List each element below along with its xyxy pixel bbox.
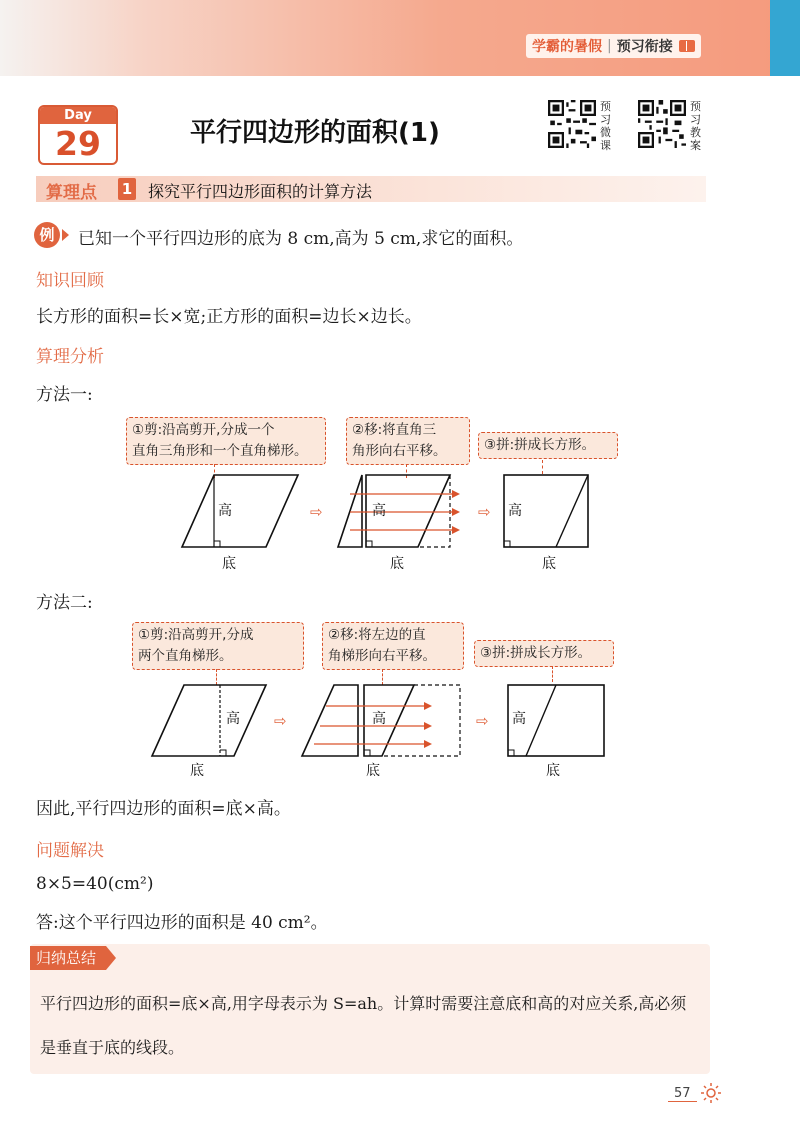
header-side-strip — [770, 0, 800, 76]
flow-arrow-icon: ⇨ — [274, 712, 287, 730]
knowledge-review-heading: 知识回顾 — [36, 271, 104, 291]
method1-step1-line1: ①剪:沿高剪开,分成一个 — [132, 422, 275, 438]
analysis-conclusion: 因此,平行四边形的面积=底×高。 — [36, 799, 291, 819]
method1-parallelogram — [180, 472, 302, 552]
method1-height-label-2: 高 — [372, 503, 386, 519]
summary-text: 平行四边形的面积=底×高,用字母表示为 S=ah。计算时需要注意底和高的对应关系,高必须是垂直于底的线段。 — [40, 994, 687, 1057]
method1-label: 方法一: — [36, 385, 93, 405]
callout-connector — [552, 666, 554, 682]
qr-label: 预习微课 — [600, 100, 611, 152]
method2-base-label-2: 底 — [366, 763, 380, 779]
analysis-heading: 算理分析 — [36, 347, 104, 367]
section-number: 1 — [118, 178, 136, 200]
day-badge — [38, 105, 118, 165]
method1-step1-callout — [126, 417, 326, 465]
day-number: 29 — [55, 124, 101, 163]
method1-height-label-3: 高 — [508, 503, 522, 519]
method2-step1-callout — [132, 622, 304, 670]
page-number: 57 — [668, 1086, 697, 1102]
flow-arrow-icon: ⇨ — [478, 503, 491, 521]
method2-step3-line1: ③拼:拼成长方形。 — [480, 645, 592, 661]
knowledge-review-text: 长方形的面积=长×宽;正方形的面积=边长×边长。 — [36, 307, 422, 327]
qr-block-2[interactable] — [638, 100, 702, 152]
method2-height-label: 高 — [226, 711, 240, 727]
header-separator: | — [607, 38, 612, 54]
qr-code-icon[interactable] — [548, 100, 596, 148]
qr-block-1[interactable] — [548, 100, 612, 152]
sun-icon — [700, 1082, 722, 1104]
method2-step2-line2: 角梯形向右平移。 — [328, 648, 436, 664]
solution-heading: 问题解决 — [36, 841, 104, 861]
method2-base-label: 底 — [190, 763, 204, 779]
method2-label: 方法二: — [36, 593, 93, 613]
solution-answer: 答:这个平行四边形的面积是 40 cm²。 — [36, 913, 328, 933]
method1-base-label-3: 底 — [542, 556, 556, 572]
method1-step3-line1: ③拼:拼成长方形。 — [484, 437, 596, 453]
day-label: Day — [40, 107, 116, 124]
qr-code-icon[interactable] — [638, 100, 686, 148]
header-tag — [526, 34, 701, 58]
example-badge: 例 — [34, 222, 60, 248]
flow-arrow-icon: ⇨ — [476, 712, 489, 730]
example-text: 已知一个平行四边形的底为 8 cm,高为 5 cm,求它的面积。 — [78, 229, 524, 249]
method2-step1-line2: 两个直角梯形。 — [138, 648, 233, 664]
method1-base-label: 底 — [222, 556, 236, 572]
method1-step2-line2: 角形向右平移。 — [352, 443, 447, 459]
section-topic: 探究平行四边形面积的计算方法 — [148, 182, 373, 201]
method1-step3-callout — [478, 432, 618, 459]
header-series: 预习衔接 — [616, 39, 673, 55]
example-arrow-icon — [62, 229, 69, 241]
method2-step2-callout — [322, 622, 464, 670]
method2-base-label-3: 底 — [546, 763, 560, 779]
method1-base-label-2: 底 — [390, 556, 404, 572]
method1-step2-callout — [346, 417, 470, 465]
solution-calc: 8×5=40(cm²) — [36, 874, 154, 894]
flow-arrow-icon: ⇨ — [310, 503, 323, 521]
method2-step2-line1: ②移:将左边的直 — [328, 627, 426, 643]
method1-translation — [336, 472, 470, 552]
page-title: 平行四边形的面积(1) — [190, 118, 440, 148]
method2-step3-callout — [474, 640, 614, 667]
method2-height-label-2: 高 — [372, 711, 386, 727]
section-keyword: 算理点 — [46, 183, 97, 203]
method1-step1-line2: 直角三角形和一个直角梯形。 — [132, 443, 308, 459]
method2-parallelogram — [150, 682, 272, 760]
method2-step1-line1: ①剪:沿高剪开,分成 — [138, 627, 254, 643]
book-icon — [679, 40, 695, 52]
method1-height-label: 高 — [218, 503, 232, 519]
summary-tag: 归纳总结 — [30, 946, 106, 970]
method1-step2-line1: ②移:将直角三 — [352, 422, 437, 438]
qr-label: 预习教案 — [690, 100, 701, 152]
header-brand: 学霸的暑假 — [532, 39, 602, 55]
method2-height-label-3: 高 — [512, 711, 526, 727]
